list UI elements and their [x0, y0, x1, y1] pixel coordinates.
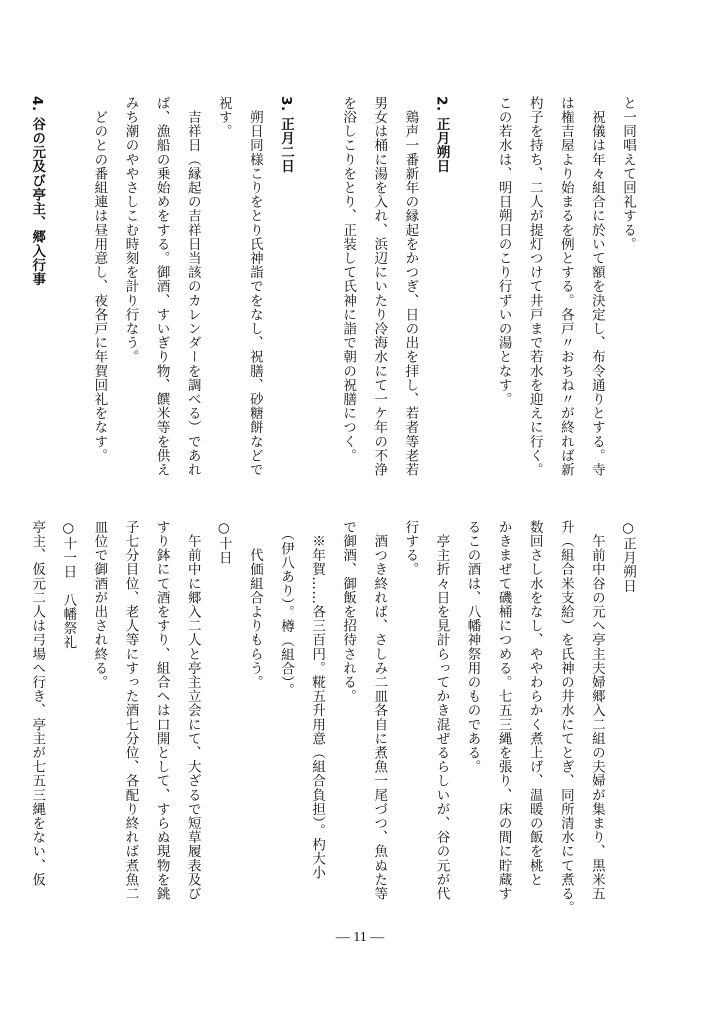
- upper-text-column: 吉祥日（縁起の吉祥日当該のカレンダーを調べる）であれ: [184, 96, 201, 477]
- upper-text-column: 男女は桶に湯を入れ、浜辺にいたり冷海水にて一ケ年の不浄: [371, 96, 388, 477]
- lower-text-column: 子七分目位、老人等にすった酒七分位、各配り終れば煮魚二: [122, 520, 139, 901]
- lower-text-column: 酒つき終れば、さしみ二皿各自に煮魚一尾づつ、魚ぬた等: [371, 520, 388, 901]
- upper-text-column: 祝儀は年々組合に於いて額を決定し、布令通りとする。寺: [588, 96, 605, 477]
- lower-text-column: （伊八あり）。樽（組合）。: [277, 520, 294, 698]
- lower-text-column: ※年賀……各三百円。糀五升用意（組合負担）。杓大小: [309, 520, 326, 880]
- upper-text-column: 祝す。: [215, 96, 232, 139]
- lower-text-column: ○十一日 八幡祭礼: [60, 520, 77, 650]
- lower-text-column: 代価組合よりもらう。: [246, 520, 263, 690]
- lower-text-column: 行する。: [402, 520, 419, 577]
- upper-section-heading: 4. 谷の元及び亭主、郷入行事: [29, 96, 46, 287]
- upper-text-column: と一同唱えて回礼する。: [620, 96, 636, 252]
- upper-text-column: [305, 96, 327, 476]
- upper-text-column: を浴しこりをとり、正装して氏神に詣で朝の祝膳につく。: [340, 96, 357, 463]
- lower-text-column: 亭主折々日を見計らってかき混ぜるらしいが、谷の元が代: [433, 520, 450, 901]
- upper-text-column: この若水は、明日朔日のこり行ずいの湯となす。: [495, 96, 512, 407]
- lower-text-column: ○十日: [215, 520, 232, 565]
- upper-text-column: [57, 96, 79, 476]
- lower-text-column: 亭主、仮元二人は弓場へ行き、亭主が七五三縄をない、仮: [29, 520, 46, 887]
- upper-text-column: は権吉屋より始まるを例とする。各戸〃おちね〃が終れば新: [557, 96, 574, 477]
- upper-text-column: 鶏声一番新年の縁起をかつぎ、日の出を拝し、若者等老若: [402, 96, 419, 477]
- lower-text-column: ○正月朔日: [620, 520, 636, 593]
- upper-text-column: ば、漁船の乗始めをする。御酒、すいぎり物、饌米等を供え: [153, 96, 170, 477]
- lower-text-column: 数回さし水をなし、ややわらかく煮上げ、温暖の飯を桃と: [526, 520, 543, 887]
- lower-text-block: [16, 520, 638, 915]
- lower-text-column: るこの酒は、八幡神祭用のものである。: [464, 520, 481, 774]
- lower-text-column: 午前中に郷入二人と亭主立会にて、大ざるで短草履表及び: [184, 520, 201, 901]
- lower-text-column: 皿位で御酒が出され終る。: [91, 520, 108, 690]
- lower-text-column: で御酒、御飯を招待される。: [340, 520, 357, 704]
- upper-text-column: 杓子を持ち、二人が提灯つけて井戸まで若水を迎えに行く。: [526, 96, 543, 477]
- lower-text-column: 升（組合米支給）を氏神の井水にてとぎ、同所清水にて煮る。: [557, 520, 574, 915]
- upper-text-column: [461, 96, 483, 476]
- upper-text-column: 朔日同様こりをとり氏神詣でをなし、祝膳、砂糖餅などで: [246, 96, 263, 477]
- upper-text-column: みち潮のややさしこむ時刻を計り行なう。: [122, 96, 139, 364]
- upper-text-column: どのとの番組連は昼用意し、夜各戸に年賀回礼をなす。: [91, 96, 108, 463]
- lower-text-column: かきまぜて磯桶につめる。七五三縄を張り、床の間に貯蔵す: [495, 520, 512, 901]
- page-number: — 11 —: [335, 930, 385, 945]
- upper-text-block: [16, 96, 638, 476]
- upper-section-heading: 2. 正月朔日: [433, 96, 450, 174]
- lower-text-column: すり鉢にて酒をすり、組合へは口開として、すらぬ現物を銚: [153, 520, 170, 901]
- lower-text-column: 午前中谷の元へ亭主夫婦郷入二組の夫婦が集まり、黒米五: [588, 520, 605, 901]
- upper-section-heading: 3. 正月二日: [277, 96, 294, 174]
